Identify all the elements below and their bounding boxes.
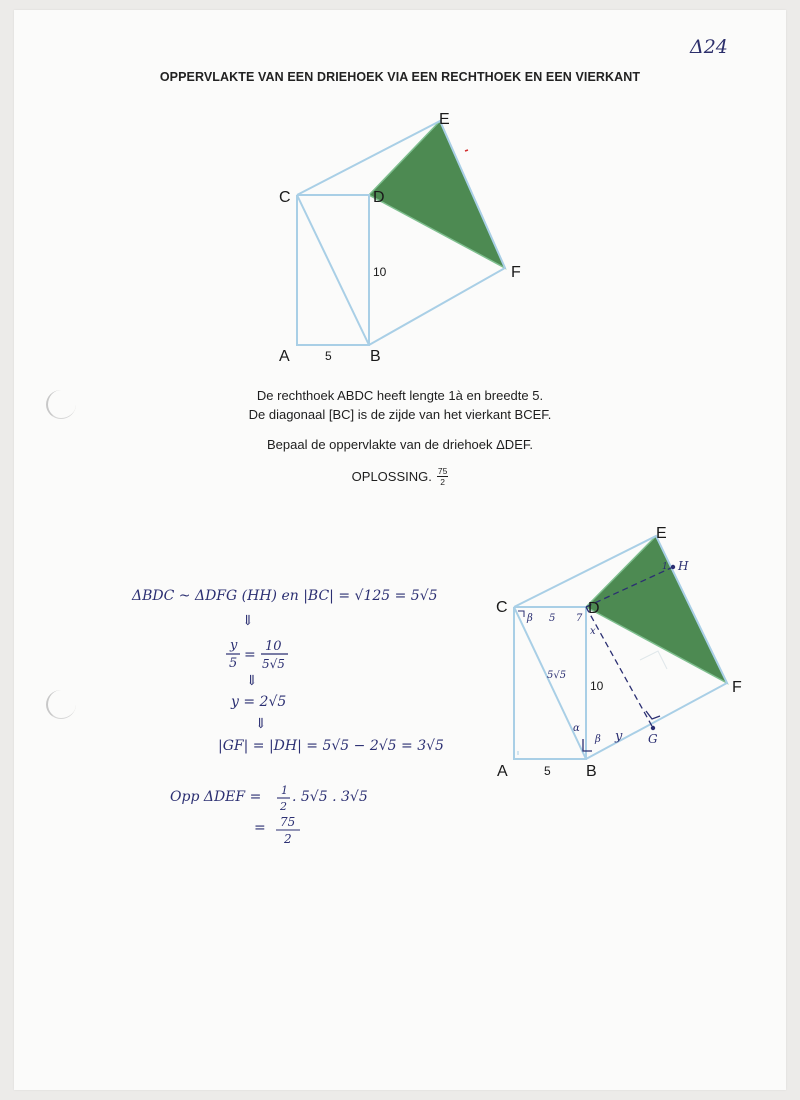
length-label-bd: 10 (373, 265, 387, 279)
handwritten-solution (131, 588, 444, 846)
figure-1 (279, 111, 521, 365)
point-label-e: E (439, 111, 450, 128)
diagonal-bc-2 (514, 607, 586, 759)
hw-gf-line: |GF| = |DH| = 5√5 − 2√5 = 3√5 (218, 738, 444, 754)
point-g (651, 726, 655, 730)
length-label-ab-2: 5 (544, 764, 551, 778)
point-h (671, 565, 675, 569)
angle-beta-b: β (595, 734, 601, 745)
hw-equals-2: = (254, 820, 266, 836)
point-label-b: B (370, 348, 381, 365)
hw-area-label: Opp ΔDEF = (170, 789, 262, 805)
right-angle-faint (640, 651, 667, 669)
length-label-bc: 5√5 (547, 670, 567, 681)
hw-frac-y: y (230, 638, 238, 653)
angle-beta-c: β (527, 613, 533, 624)
solution-denominator: 2 (440, 477, 445, 487)
point-label-d-2: D (588, 600, 600, 617)
figure-2 (496, 525, 742, 780)
point-label-f-2: F (732, 679, 742, 696)
hw-area-product: . 5√5 . 3√5 (292, 789, 368, 805)
red-mark (465, 150, 468, 151)
point-label-a-2: A (497, 763, 508, 780)
hw-half-num: 1 (281, 784, 288, 797)
hw-y-value: y = 2√5 (231, 694, 287, 710)
point-label-c-2: C (496, 599, 508, 616)
hw-half-den: 2 (280, 800, 287, 813)
length-label-ab: 5 (325, 349, 332, 363)
solution-numerator: 75 (437, 466, 448, 476)
point-label-c: C (279, 189, 291, 206)
problem-line-1: De rechthoek ABDC heeft lengte 1à en breedte 5. (256, 388, 544, 403)
triangle-def (369, 121, 505, 268)
segment-y: y (615, 729, 623, 744)
hw-arrow-2: ⇓ (246, 673, 258, 689)
hw-result-den: 2 (284, 832, 292, 846)
hw-frac-5v5: 5√5 (262, 657, 285, 671)
problem-question: Bepaal de oppervlakte van de driehoek ΔDEF. (267, 437, 533, 452)
hw-frac-5: 5 (229, 656, 238, 671)
hw-arrow-3: ⇓ (255, 716, 267, 732)
angle-alpha: α (573, 723, 580, 734)
solution-label: OPLOSSING. (351, 469, 432, 484)
mark-1: 1 (662, 562, 668, 572)
point-label-g: G (648, 732, 658, 746)
hw-frac-10: 10 (265, 639, 282, 654)
page-title: OPPERVLAKTE VAN EEN DRIEHOEK VIA EEN RECHTHOEK EN EEN VIERKANT (159, 70, 641, 84)
diagonal-bc (297, 195, 369, 345)
point-label-a: A (279, 348, 290, 365)
point-label-d: D (373, 189, 385, 206)
length-label-bd-2: 10 (590, 679, 604, 693)
mark-7: 7 (576, 613, 583, 624)
right-angle-g (646, 711, 660, 719)
mark-5: 5 (549, 613, 556, 624)
point-label-e-2: E (656, 525, 667, 542)
hw-arrow-1: ⇓ (242, 613, 254, 629)
right-angle-b (583, 739, 592, 751)
angle-x: x (590, 626, 596, 637)
page-number: Δ24 (690, 36, 728, 58)
hw-equals: = (244, 647, 256, 663)
point-label-b-2: B (586, 763, 597, 780)
point-label-f: F (511, 264, 521, 281)
hw-similarity-line: ΔBDC ~ ΔDFG (HH) en |BC| = √125 = 5√5 (132, 588, 438, 604)
point-label-h: H (678, 559, 689, 573)
problem-line-2: De diagonaal [BC] is de zijde van het vierkant BCEF. (248, 407, 552, 422)
hw-result-num: 75 (280, 815, 296, 829)
triangle-def-2 (586, 536, 727, 683)
